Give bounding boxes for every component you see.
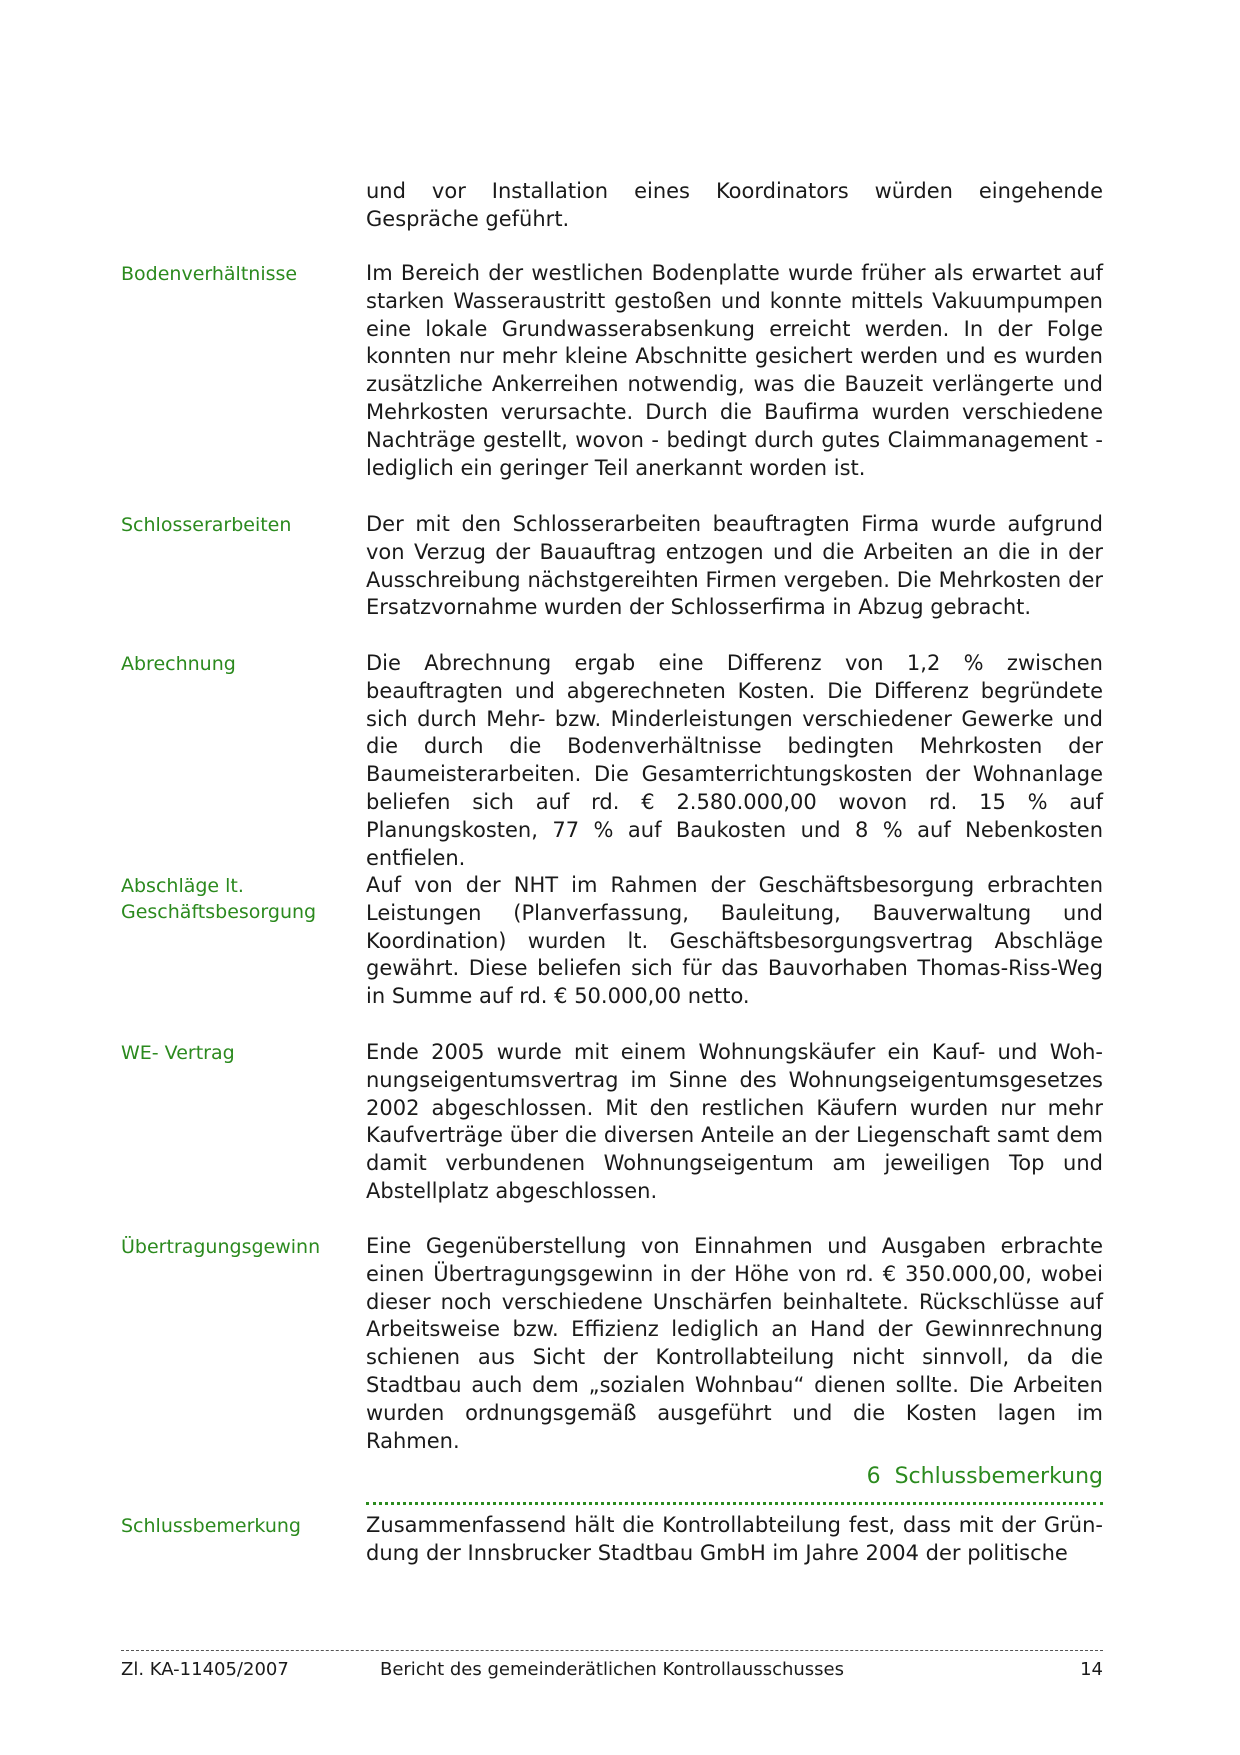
paragraph-schlussbemerkung: Zusammenfassend hält die Kontrollabteilung fest, dass mit der Gründung der Innsbrucker Stadtbau GmbH im Jahre 2004 der politische [366, 1513, 1103, 1565]
footer-divider [121, 1650, 1103, 1651]
section-heading [366, 1462, 1103, 1505]
margin-label-schlosserarbeiten: Schlosserarbeiten [121, 514, 292, 536]
margin-label-abrechnung: Abrechnung [121, 653, 236, 675]
section-number: 6 [866, 1464, 881, 1489]
margin-label-we-vertrag: WE- Vertrag [121, 1042, 235, 1064]
paragraph-schlosserarbeiten: Der mit den Schlosserarbeiten beauftragten Firma wurde aufgrund von Verzug der Bauauftrag entzogen und die Arbeiten an die in der Ausschreibung nächstgereihten Firmen vergeben. Die Mehrkosten der Ersatzvornahme wurden der Schlosserfirma in Abzug gebracht. [366, 512, 1103, 620]
page-number: 14 [1080, 1659, 1103, 1680]
margin-label-bodenverhaeltnisse: Bodenverhältnisse [121, 263, 298, 285]
footer-title: Bericht des gemeinderätlichen Kontrollausschusses [379, 1659, 845, 1680]
intro-paragraph: und vor Installation eines Koordinators würden eingehende Gespräche geführt. [366, 179, 1103, 231]
footer-reference: Zl. KA-11405/2007 [121, 1659, 289, 1680]
paragraph-abrechnung: Die Abrechnung ergab eine Differenz von 1,2 % zwischen beauftragten und abgerechneten Kosten. Die Differenz begründete sich durch Mehr- bzw. Minderleistungen verschiedener Gewerke und die durch die Bodenverhältnisse bedingten Mehrkosten der Baumeisterarbeiten. Die Gesamterrichtungskosten der Wohnanlage beliefen sich auf rd. € 2.580.000,00 wovon rd. 15 % auf Planungskosten, 77 % auf Baukosten und 8 % auf Nebenkosten entfielen. [366, 651, 1103, 870]
margin-label-schlussbemerkung: Schlussbemerkung [121, 1515, 301, 1537]
paragraph-bodenverhaeltnisse: Im Bereich der westlichen Bodenplatte wurde früher als erwartet auf starken Wasseraustritt gestoßen und konnte mittels Vakuumpumpen eine lokale Grundwasserabsenkung erreicht werden. In der Folge konnten nur mehr kleine Abschnitte gesichert werden und es wurden zusätzliche Ankerreihen notwendig, was die Bauzeit verlängerte und Mehrkosten verursachte. Durch die Baufirma wurden verschiedene Nachträge gestellt, wovon - bedingt durch gutes Claimmanagement - lediglich ein geringer Teil anerkannt worden ist. [366, 261, 1103, 480]
margin-label-uebertragungsgewinn: Übertragungsgewinn [121, 1236, 321, 1258]
paragraph-abschlaege: Auf von der NHT im Rahmen der Geschäftsbesorgung erbrachten Leistungen (Planverfassung, Bauleitung, Bauverwaltung und Koordination) wurden lt. Geschäftsbesorgungsvertrag Abschläge gewährt. Diese beliefen sich für das Bauvorhaben Thomas-Riss-Weg in Summe auf rd. € 50.000,00 netto. [366, 873, 1103, 1009]
section-title: Schlussbemerkung [894, 1464, 1103, 1489]
margin-label-abschlaege: Abschläge lt. Geschäftsbesorgung [121, 875, 317, 923]
paragraph-we-vertrag: Ende 2005 wurde mit einem Wohnungskäufer ein Kauf- und Wohnungseigentumsvertrag im Sinne des Wohnungseigentumsgesetzes 2002 abgeschlossen. Mit den restlichen Käufern wurden nur mehr Kaufverträge über die diversen Anteile an der Liegenschaft samt dem damit verbundenen Wohnungseigentum am jeweiligen Top und Abstellplatz abgeschlossen. [366, 1040, 1103, 1203]
paragraph-uebertragungsgewinn: Eine Gegenüberstellung von Einnahmen und Ausgaben erbrachte einen Übertragungsgewinn in der Höhe von rd. € 350.000,00, wobei dieser noch verschiedene Unschärfen beinhaltete. Rückschlüsse auf Arbeitsweise bzw. Effizienz lediglich an Hand der Gewinnrechnung schienen aus Sicht der Kontrollabteilung nicht sinnvoll, da die Stadtbau auch dem „sozialen Wohnbau“ dienen sollte. Die Arbeiten wurden ordnungsgemäß ausgeführt und die Kosten lagen im Rahmen. [366, 1234, 1103, 1453]
